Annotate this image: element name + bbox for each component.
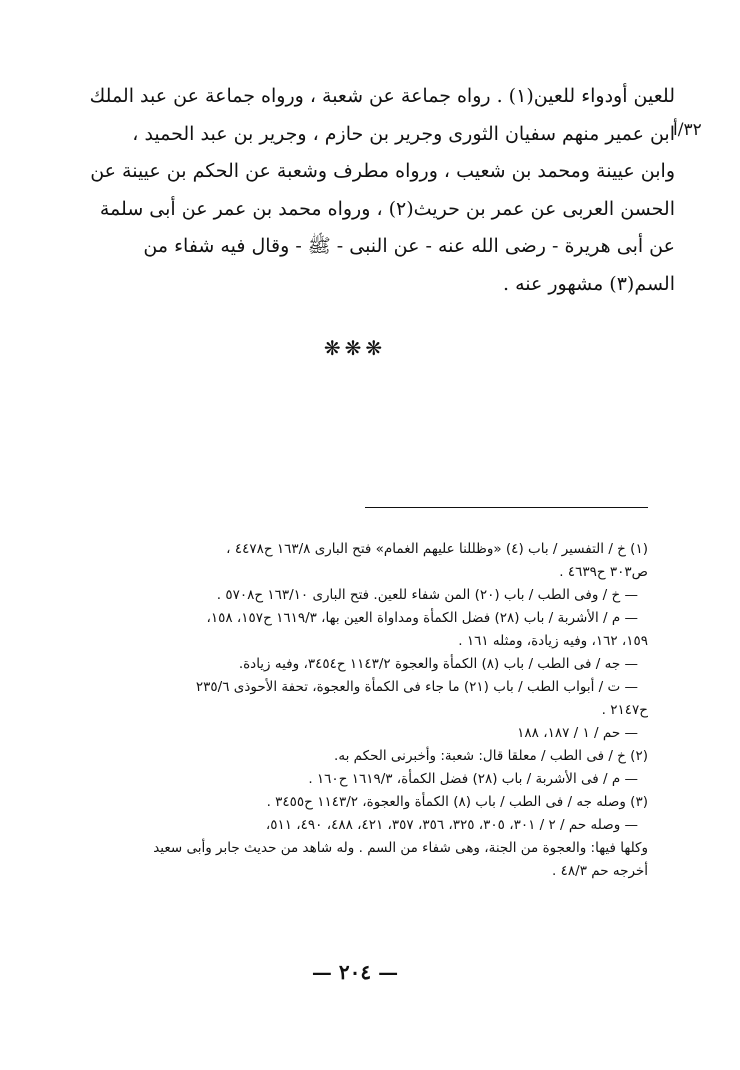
main-text-line: وابن عيينة ومحمد بن شعيب ، ورواه مطرف وشعبة عن الحكم بن عيينة عن [90,160,675,182]
main-text-block [75,78,675,303]
footnote-line: (٢) خ / فى الطب / معلقا قال: شعبة: وأخبرنى الحكم به. [334,748,648,764]
section-separator: ❋❋❋ [323,336,387,360]
footnote-divider [365,507,648,508]
main-text-line: ابن عمير منهم سفيان الثورى وجرير بن حازم ، وجرير بن عبد الحميد ، [132,122,675,145]
footnote-line: — وصله حم / ٢ / ٣٠١، ٣٠٥، ٣٢٥، ٣٥٦، ٣٥٧، ٤٢١، ٤٨٨، ٤٩٠، ٥١١، [265,817,638,833]
marginal-folio-reference: ٣٢/أ [673,120,702,140]
main-text-line: الحسن العربى عن عمر بن حريث(٢) ، ورواه محمد بن عمر عن أبى سلمة [99,197,675,220]
footnote-line: ١٥٩، ١٦٢، وفيه زيادة، ومثله ١٦١ . [458,633,648,649]
footnote-line: ح٢١٤٧ . [601,702,648,718]
footnote-line: — جه / فى الطب / باب (٨) الكمأة والعجوة ١١٤٣/٢ ح٣٤٥٤، وفيه زيادة. [238,656,638,672]
footnote-line: (١) خ / التفسير / باب (٤) «وظللنا عليهم الغمام» فتح البارى ١٦٣/٨ ح٤٤٧٨ ، [226,541,648,557]
footnote-line: — حم / ١ / ١٨٧، ١٨٨ [517,725,638,741]
footnote-line: وكلها فيها: والعجوة من الجنة، وهى شفاء من السم . وله شاهد من حديث جابر وأبى سعيد [153,840,648,856]
main-text-line: السم(٣) مشهور عنه . [503,272,675,295]
page-number: — ٢٠٤ — [311,960,399,984]
footnote-line: — م / فى الأشربة / باب (٢٨) فضل الكمأة، ١٦١٩/٣ ح١٦٠ . [308,771,638,787]
main-text-line: للعين أودواء للعين(١) . رواه جماعة عن شعبة ، ورواه جماعة عن عبد الملك [89,85,675,107]
footnote-line: أخرجه حم ٤٨/٣ . [552,863,648,879]
footnote-line: — ت / أبواب الطب / باب (٢١) ما جاء فى الكمأة والعجوة، تحفة الأحوذى ٢٣٥/٦ [195,679,638,695]
footnote-line: (٣) وصله جه / فى الطب / باب (٨) الكمأة والعجوة، ١١٤٣/٢ ح٣٤٥٥ . [266,794,648,810]
footnotes-block [88,538,648,883]
footnote-line: — خ / وفى الطب / باب (٢٠) المن شفاء للعين. فتح البارى ١٦٣/١٠ ح٥٧٠٨ . [216,587,638,603]
footnote-line: — م / الأشربة / باب (٢٨) فضل الكمأة ومداواة العين بها، ١٦١٩/٣ ح١٥٧، ١٥٨، [206,610,638,626]
footnote-line: ص٣٠٣ ح٤٦٣٩ . [559,564,648,580]
main-text-line: عن أبى هريرة - رضى الله عنه - عن النبى - ﷺ - وقال فيه شفاء من [143,235,675,257]
